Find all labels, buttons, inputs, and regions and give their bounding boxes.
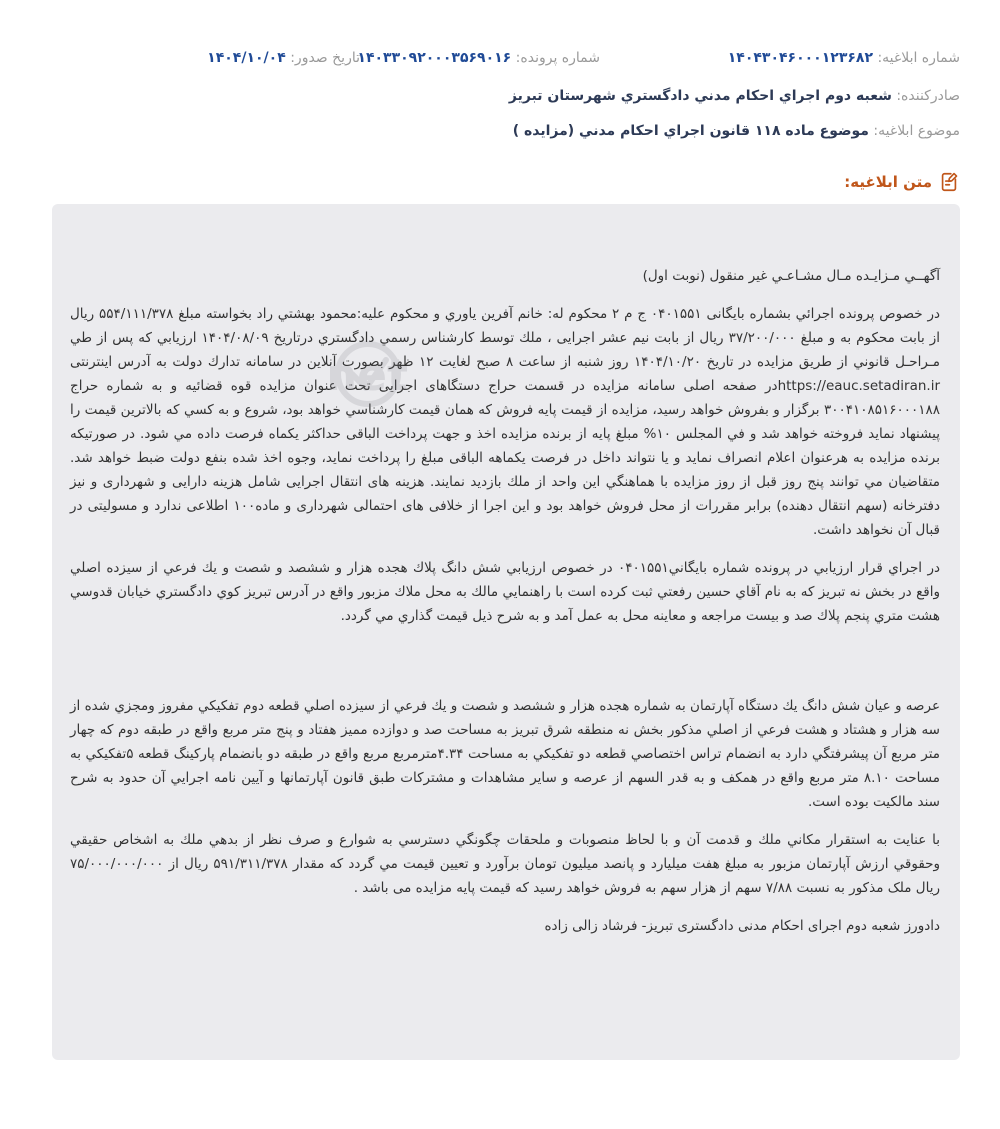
paragraph-valuation-order: در اجراي قرار ارزيابي در پرونده شماره بايگاني۰۴۰۱۵۵۱ در خصوص ارزيابي شش دانگ پلاك هجده هزار و ششصد و شصت و يك فرعي از سيزده اصلي واقع در بخش نه تبريز كه به نام آقاي حسين رفعتي ثبت كرده است با راهنمايي مالك به محل ملاك مزبور واقع در آدرس تبريز كوي دادگستري خيابان قدوسي هشت متري پنجم پلاك صد و بيست مراجعه و معاينه محل به عمل آمد و به شرح ذيل قيمت گذاري مي گردد. — [70, 560, 940, 624]
case-number-value: ۱۴۰۳۳۰۹۲۰۰۰۳۵۶۹۰۱۶ — [357, 50, 512, 66]
notice-text-title: متن ابلاغیه: — [844, 173, 932, 191]
issue-date-value: ۱۴۰۴/۱۰/۰۴ — [207, 50, 286, 66]
notice-body — [52, 204, 960, 1060]
document-edit-icon — [938, 171, 960, 193]
notice-number — [728, 48, 960, 68]
paragraph-property-description: عرصه و عيان شش دانگ يك دستگاه آپارتمان به شماره هجده هزار و ششصد و شصت و يك فرعي از سيزده اصلي قطعه دوم تفكيكي مفروز ومجزي شده از سه هزار و هشتاد و هشت فرعي از اصلي مذكور بخش نه منطقه شرق تبريز به مساحت صد و دوازده مميز هفتاد و پنج متر مربع واقع در طبقه دوم كه چهار متر مربع آن پيشرفتگي دارد به انضمام تراس اختصاصي قطعه دو تفكيكي به مساحت ۴.۳۴مترمربع مربع واقع در طبقه دو بانضمام پاركينگ قطعه ۵تفكيكي به مساحت ۸.۱۰ متر مربع واقع در همكف و به قدر السهم از عرصه و ساير مشاهدات و مشتركات طبق قانون آپارتمانها و آيين نامه اجرايي آن حدود به شرح سند مالكيت بوده است. — [70, 698, 940, 810]
issue-date — [207, 48, 360, 68]
paragraph-auction-terms — [70, 302, 940, 542]
issuer-value: شعبه دوم اجراي احكام مدني دادگستري شهرستان تبريز — [508, 88, 892, 104]
issuer-row — [40, 86, 960, 106]
notice-number-value: ۱۴۰۴۳۰۴۶۰۰۰۱۲۳۶۸۲ — [727, 50, 873, 66]
spacer — [70, 642, 940, 694]
issue-date-label: تاریخ صدور: — [290, 50, 360, 66]
case-number-label: شماره پرونده: — [515, 50, 600, 66]
subject-label: موضوع ابلاغیه: — [873, 123, 960, 139]
subject-value: موضوع ماده ۱۱۸ قانون اجراي احكام مدني (مزايده ) — [512, 123, 869, 139]
issuer-label: صادرکننده: — [896, 88, 960, 104]
notice-text-heading — [844, 170, 960, 194]
subject-row — [40, 121, 960, 141]
auction-website-url: https://eauc.setadiran.ir — [777, 378, 940, 394]
paragraph-auction-terms-rest: در صفحه اصلی سامانه مزايده در قسمت حراج دستگاهای اجرایی تحت عنوان مزايده قوه قضائيه و به شماره حراج ۳۰۰۴۱۰۸۵۱۶۰۰۰۱۸۸ برگزار و بفروش خواهد رسيد، مزايده از قيمت پايه فروش كه همان قيمت كارشناسي خواهد بود، شروع و به كسي كه بالاترين قيمت را پيشنهاد نمايد فروخته خواهد شد و في المجلس ۱۰% مبلغ پايه از برنده مزايده اخذ و جهت پرداخت الباقى حداكثر يكماه فرصت داده مي شود. در صورتيكه برنده مزايده به هرعنوان اعلام انصراف نمايد و يا نتواند داخل در فرصت يكماهه الباقى مبلغ را پرداخت نمايد، وجوه اخذ شده بنفع دولت ضبط خواهد شد. متقاضيان مي توانند پنج روز قبل از روز مزايده با هماهنگي اين واحد از ملك بازديد نمايند. هزينه هاى انتقال اجرايى شامل هزينه دارايى و شهرداری و نيز دفترخانه (سهم انتقال دهنده) برابر مقررات از محل فروش خواهد بود و اين اجرا از خلافى هاى احتمالى شهردارى و ماده۱۰۰ اطلاعى ندارد و مسوليتى در قبال آن نخواهد داشت. — [70, 378, 941, 538]
auction-title: آگهــي مـزايـده مـال مشـاعـي غير منقول (نوبت اول) — [642, 268, 940, 284]
case-number — [357, 48, 600, 68]
paragraph-auction-terms-text: در خصوص پرونده اجرائي بشماره بايگانى ۰۴۰۱۵۵۱ ج م ۲ محكوم له: خانم آفرين ياوري و محكوم عليه:محمود بهشتي راد بخواسته مبلغ ۵۵۴/۱۱۱/۳۷۸ ريال از بابت محكوم به و مبلغ ۳۷/۲۰۰/۰۰۰ ريال از بابت نيم عشر اجرايى ، ملك توسط كارشناس رسمي دادگستري درتاريخ ۱۴۰۴/۰۸/۰۹ ارزيابي كه پس از طي مـراحـل قانوني از طريق مزايده در تاريخ ۱۴۰۴/۱۰/۲۰ روز شنبه از ساعت ۸ صبح لغايت ۱۲ ظهر بصورت آنلاين در سامانه تدارك دولت به آدرس اينترنتى — [70, 306, 941, 370]
paragraph-valuation-result: با عنايت به استقرار مكاني ملك و قدمت آن و با لحاظ منصوبات و ملحقات چگونگي دسترسي به شوارع و صرف نظر از بدهي ملك به اشخاص حقيقي وحقوقي ارزش آپارتمان مزبور به مبلغ هفت ميليارد و پانصد ميليون تومان برآورد و تعيين قيمت مي گردد كه مقدار ۵۹۱/۳۱۱/۳۷۸ ريال از ۷۵/۰۰۰/۰۰۰/۰۰۰ ريال ملک مذکور به نسبت ۷/۸۸ سهم از هزار سهم به فروش خواهد رسيد كه قيمت پايه مزايده می باشد . — [70, 832, 941, 896]
notice-number-label: شماره ابلاغیه: — [877, 50, 960, 66]
signature: دادورز شعبه دوم اجرای احکام مدنی دادگستری تبریز- فرشاد زالی زاده — [544, 918, 940, 934]
